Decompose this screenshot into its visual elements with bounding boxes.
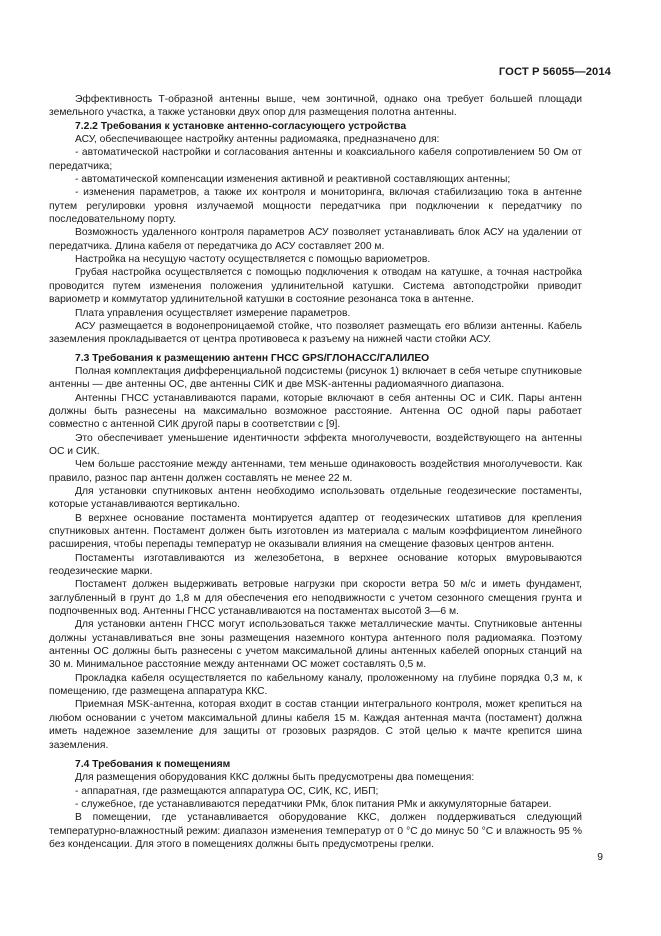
paragraph: Постаменты изготавливаются из железобетона, в верхнее основание которых вмуровываются геодезические марки. (49, 552, 582, 578)
paragraph: Приемная MSK-антенна, которая входит в состав станции интегрального контроля, может крепиться на любом основании с учетом максимальной длины кабеля 15 м. Каждая антенная мачта (постамент) должна иметь надежное заземление для защиты от грозовых разрядов. С этой целью к мачте крепится шина заземления. (49, 699, 582, 751)
document-body (49, 93, 582, 851)
paragraph: Эффективность Т-образной антенны выше, чем зонтичной, однако она требует большей площади земельного участка, а также установки двух опор для размещения полотна антенны. (49, 94, 582, 119)
document-header-id: ГОСТ Р 56055—2014 (498, 66, 611, 78)
paragraph: Настройка на несущую частоту осуществляется с помощью вариометров. (75, 254, 431, 266)
paragraph: Чем больше расстояние между антеннами, тем меньше одинаковость воздействия многолучевости. Как правило, разнос пар антенн должен составлять не менее 22 м. (49, 459, 582, 484)
paragraph: Антенны ГНСС устанавливаются парами, которые включают в себя антенны ОС и СИК. Пары антенн должны быть разнесены на максимально возможное расстояние. Антенна ОС одной пары работает совместно с антенной СИК другой пары в соответствии с [9]. (49, 392, 582, 431)
paragraph: Для размещения оборудования ККС должны быть предусмотрены два помещения: (75, 772, 475, 784)
section-heading: 7.4 Требования к помещениям (75, 758, 231, 770)
section-heading: 7.2.2 Требования к установке антенно-согласующего устройства (75, 120, 407, 132)
paragraph: - автоматической компенсации изменения активной и реактивной составляющих антенны; (75, 174, 511, 186)
paragraph: Это обеспечивает уменьшение идентичности эффекта многолучевости, воздействующего на антенны ОС и СИК. (49, 432, 582, 457)
page-number: 9 (597, 852, 603, 863)
paragraph: Возможность удаленного контроля параметров АСУ позволяет устанавливать блок АСУ на удалении от передатчика. Длина кабеля от передатчика до АСУ составляет 200 м. (49, 227, 582, 252)
paragraph: Плата управления осуществляет измерение параметров. (75, 307, 351, 319)
paragraph: Грубая настройка осуществляется с помощью подключения к отводам на катушке, а точная настройка проводится путем изменения положения удлинительной катушки. Система автоподстройки приводит вариометр и коммутатор удлинительной катушки в состояние резонанса тока в антенне. (49, 267, 582, 306)
paragraph: Для установки спутниковых антенн необходимо использовать отдельные геодезические постаменты, которые устанавливаются вертикально. (49, 485, 582, 511)
paragraph: Для установки антенн ГНСС могут использоваться также металлические мачты. Спутниковые антенны должны устанавливаться вне зоны размещения наземного контура антенного поля радиомаяка. Поэтому антенны ОС должны быть разнесены с учетом максимальной длины антенных кабелей опорных станций на 30 м. Минимальное расстояние между антеннами ОС может составлять 0,5 м. (49, 619, 582, 671)
paragraph: - служебное, где устанавливаются передатчики РМк, блок питания РМк и аккумуляторные батареи. (75, 798, 552, 810)
paragraph: В верхнее основание постамента монтируется адаптер от геодезических штативов для крепления спутниковых антенн. Постамент должен быть изготовлен из материала с малым коэффициентом линейного расширения, чтобы перепады температур не оказывали влияния на смещение фазовых центров антенн. (49, 512, 582, 551)
paragraph: Постамент должен выдерживать ветровые нагрузки при скорости ветра 50 м/с и иметь фундамент, заглубленный в грунт до 1,8 м для обеспечения его неподвижности с учетом сезонного смещения грунта и подпочвенных вод. Антенны ГНСС устанавливаются на постаментах высотой 3—6 м. (49, 579, 582, 618)
paragraph: Полная комплектация дифференциальной подсистемы (рисунок 1) включает в себя четыре спутниковые антенны — две антенны ОС, две антенны СИК и две MSK-антенны радиомаячного диапазона. (49, 365, 582, 391)
section-heading: 7.3 Требования к размещению антенн ГНСС GPS/ГЛОНАСС/ГАЛИЛЕО (75, 352, 430, 364)
paragraph: АСУ размещается в водонепроницаемой стойке, что позволяет размещать его вблизи антенны. Кабель заземления прокладывается от центра противовеса к разъему на нижней части стойки АСУ. (49, 320, 582, 346)
paragraph: - автоматической настройки и согласования антенны и коаксиального кабеля сопротивлением 50 Ом от передатчика; (49, 147, 582, 172)
paragraph: В помещении, где устанавливается оборудование ККС, должен поддерживаться следующий температурно-влажностный режим: диапазон изменения температур от 0 °С до минус 50 °С и влажность 95 % без конденсации. Для этого в помещениях должны быть предусмотрены грелки. (49, 812, 582, 850)
paragraph: - аппаратная, где размещаются аппаратура ОС, СИК, КС, ИБП; (75, 785, 379, 797)
paragraph: Прокладка кабеля осуществляется по кабельному каналу, проложенному на глубине порядка 0,3 м, к помещению, где размещена аппаратура ККС. (49, 672, 582, 698)
paragraph: АСУ, обеспечивающее настройку антенны радиомаяка, предназначено для: (75, 134, 440, 146)
paragraph: - изменения параметров, а также их контроля и мониторинга, включая стабилизацию тока в антенне путем регулировки уровня излучаемой мощности передатчика при подключении к передатчику по последовательному порту. (49, 187, 582, 226)
